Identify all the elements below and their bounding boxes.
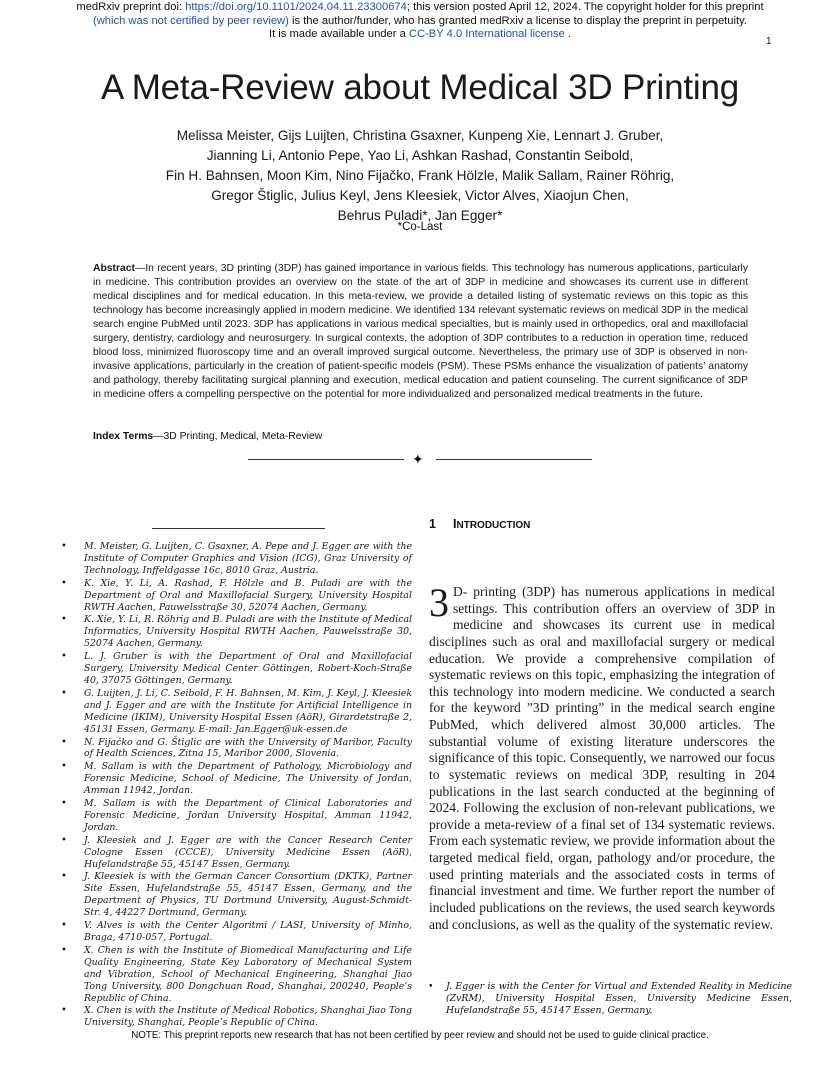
footnote-item: • G. Luijten, J. Li, C. Seibold, F. H. Bahnsen, M. Kim, J. Keyl, J. Kleesiek and J. Egger and are with the Institute for Artificial Intelligence in Medicine (IKIM), University Hospital Essen (AöR), Girardetstraße 2, 45131 Essen, Germany. E-mail: Jan.Egger@uk-essen.de [61, 687, 412, 735]
introduction-text: D- printing (3DP) has numerous applications in medical settings. This contribution offers an overview of 3DP in medicine and showcases its current use in medical disciplines such as oral and maxillofacial surgery or medical education. We provide a comprehensive compilation of systematic reviews on this topic, emphasizing the integration of this technology into modern medicine. We conducted a search for the keyword ”3D printing” in the medical search engine PubMed, which delivered almost 30,000 articles. The substantial volume of existing literature underscores the significance of this topic. Consequently, we narrowed our focus to systematic reviews on medical 3DP, resulting in 204 publications in the last search conducted at the beginning of 2024. Following the exclusion of non-relevant publications, we provide a meta-review of a final set of 134 systematic reviews. From each systematic review, we provide information about the targeted medical field, organ, pathology and/or procedure, the used printing materials and the associated costs in terms of financial investment and time. We further report the number of included publications on the reviews, the used search keywords and conclusions, as well as the quality of the systematic review. [429, 584, 775, 932]
bullet-icon: • [61, 541, 67, 552]
index-terms-text: —3D Printing, Medical, Meta-Review [153, 431, 323, 442]
page-number: 1 [766, 36, 772, 47]
author-line: Jianning Li, Antonio Pepe, Yao Li, Ashkan Rashad, Constantin Seibold, [206, 148, 634, 163]
bullet-icon: • [61, 614, 67, 626]
right-footnote: • J. Egger is with the Center for Virtual and Extended Reality in Medicine (ZvRM), University Hospital Essen, University Medicine Essen, Hufelandstraße 55, 45147 Essen, Germany. [428, 981, 792, 1016]
footnote-item: • X. Chen is with the Institute of Biomedical Manufacturing and Life Quality Engineering, State Key Laboratory of Mechanical System and Vibration, School of Mechanical Engineering, Shanghai Jiao Tong University, 800 Dongchuan Road, Shanghai, 200240, People’s Republic of China. [61, 944, 412, 1004]
notice-line-3: It is made available under a CC-BY 4.0 International license . [268, 28, 572, 40]
footnote-item: • X. Chen is with the Institute of Medical Robotics, Shanghai Jiao Tong University, Shanghai, People’s Republic of China. [61, 1005, 412, 1029]
introduction-body [429, 580, 775, 933]
affiliation-footnotes [60, 541, 412, 1030]
doi-link[interactable]: https://doi.org/10.1101/2024.04.11.23300674 [185, 1, 407, 13]
footnote-item: • K. Xie, Y. Li, R. Röhrig and B. Puladi are with the Institute of Medical Informatics, University Hospital RWTH Aachen, Pauwelsstraße 30, 52074 Aachen, Germany. [61, 614, 413, 650]
bullet-icon: • [61, 651, 67, 663]
footnote-item: • L. J. Gruber is with the Department of Oral and Maxillofacial Surgery, University Medical Center Göttingen, Robert-Koch-Straße 40, 37075 Göttingen, Germany. [61, 651, 412, 686]
co-last-note: *Co-Last [397, 221, 443, 233]
separator-left [248, 459, 404, 460]
abstract-label: Abstract [93, 263, 135, 274]
separator-right [436, 459, 592, 460]
footnote-item: • M. Meister, G. Luijten, C. Gsaxner, A. Pepe and J. Egger are with the Institute of Computer Graphics and Vision (ICG), Graz University of Technology, Inffeldgasse 16c, 8010 Graz, Austria. [61, 541, 412, 576]
bullet-icon: • [61, 1005, 67, 1017]
index-terms [93, 431, 322, 442]
peer-review-link[interactable]: (which was not certified by peer review) [93, 14, 289, 27]
drop-cap: 3 [429, 580, 449, 625]
bullet-icon: • [61, 577, 67, 589]
notice-line-2: (which was not certified by peer review) is the author/funder, who has granted medRxiv a license to display the preprint in perpetuity. [93, 14, 747, 27]
footnote-item: • J. Kleesiek and J. Egger are with the Cancer Research Center Cologne Essen (CCCE), University Medicine Essen (AöR), Hufelandstraße 55, 45147 Essen, Germany. [61, 834, 412, 870]
author-line: Gregor Štiglic, Julius Keyl, Jens Kleesiek, Victor Alves, Xiaojun Chen, [211, 188, 629, 203]
paper-title: A Meta-Review about Medical 3D Printing [100, 68, 740, 107]
footnote-item: • M. Sallam is with the Department of Pathology, Microbiology and Forensic Medicine, School of Medicine, The University of Jordan, Amman 11942, Jordan. [61, 761, 412, 797]
footnote-rule [152, 528, 325, 529]
bullet-icon: • [61, 687, 67, 699]
footnote-item: • J. Kleesiek is with the German Cancer Consortium (DKTK), Partner Site Essen, Hufelandstraße 55, 45147 Essen, Germany, and the Department of Physics, TU Dortmund University, August-Schmidt-Str. 4, 44227 Dortmund, Germany. [61, 871, 412, 919]
abstract-text: —In recent years, 3D printing (3DP) has gained importance in various fields. This technology has numerous applications, particularly in medicine. This contribution provides an overview on the state of the art of 3DP in medicine and showcases its current use in different medical disciplines and for medical education. In this meta-review, we provide a detailed listing of systematic reviews on this topic as this technology has become increasingly applied in modern medicine. We identified 134 relevant systematic reviews on medical 3DP in the medical search engine PubMed until 2023. 3DP has applications in various medical specialties, but is mainly used in orthopedics, oral and maxillofacial surgery, dentistry, cardiology and neurosurgery. In surgical contexts, the adoption of 3DP contributes to a reduction in operation time, reduced blood loss, minimized fluoroscopy time and an overall improved surgical outcome. Nevertheless, the primary use of 3DP is observed in non-invasive applications, particularly in the creation of patient-specific models (PSM). These PSMs enhance the visualization of patients’ anatomy and pathology, thereby facilitating surgical planning and execution, medical education and patient counseling. The current significance of 3DP in medicine offers a compelling perspective on the potential for more individualized and personalized medical treatments in the future. [93, 263, 748, 401]
separator-diamond-icon: ✦ [412, 451, 424, 467]
author-line: Melissa Meister, Gijs Luijten, Christina Gsaxner, Kunpeng Xie, Lennart J. Gruber, [176, 128, 664, 143]
footnote-item: • V. Alves is with the Center Algoritmi / LASI, University of Minho, Braga, 4710-057, Portugal. [61, 920, 412, 943]
section-number: 1 [429, 517, 436, 531]
section-title-initial: I [453, 517, 457, 531]
bullet-icon: • [61, 834, 67, 846]
bullet-icon: • [61, 736, 67, 748]
bullet-icon: • [61, 920, 67, 932]
abstract [93, 262, 748, 402]
bullet-icon: • [428, 981, 434, 992]
preprint-notice [0, 1, 840, 42]
bullet-icon: • [61, 944, 67, 956]
footnote-item: • N. Fijačko and G. Štiglic are with the University of Maribor, Faculty of Health Sciences, Zitna 15, Maribor 2000, Slovenia. [61, 736, 412, 760]
section-title-rest: NTRODUCTION [456, 520, 531, 531]
notice-line-1: medRxiv preprint doi: https://doi.org/10.1101/2024.04.11.23300674; this version posted April 12, 2024. The copyright holder for this preprint [76, 1, 764, 13]
footnote-item: • M. Sallam is with the Department of Clinical Laboratories and Forensic Medicine, Jordan University Hospital, Amman 11942, Jordan. [61, 798, 412, 833]
index-terms-label: Index Terms [93, 431, 154, 442]
bullet-icon: • [61, 871, 67, 883]
author-list [120, 126, 720, 226]
footer-note: NOTE: This preprint reports new research that has not been certified by peer review and should not be used to guide clinical practice. [131, 1030, 709, 1041]
author-line: Behrus Puladi*, Jan Egger* [337, 208, 503, 223]
author-line: Fin H. Bahnsen, Moon Kim, Nino Fijačko, Frank Hölzle, Malik Sallam, Rainer Röhrig, [165, 168, 675, 183]
footnote-item: • K. Xie, Y. Li, A. Rashad, F. Hölzle and B. Puladi are with the Department of Oral and Maxillofacial Surgery, University Hospital RWTH Aachen, Pauwelsstraße 30, 52074 Aachen, Germany. [61, 577, 412, 613]
bullet-icon: • [61, 798, 67, 810]
license-link[interactable]: CC-BY 4.0 International license [408, 28, 565, 40]
bullet-icon: • [61, 761, 67, 773]
section-heading [429, 517, 530, 531]
